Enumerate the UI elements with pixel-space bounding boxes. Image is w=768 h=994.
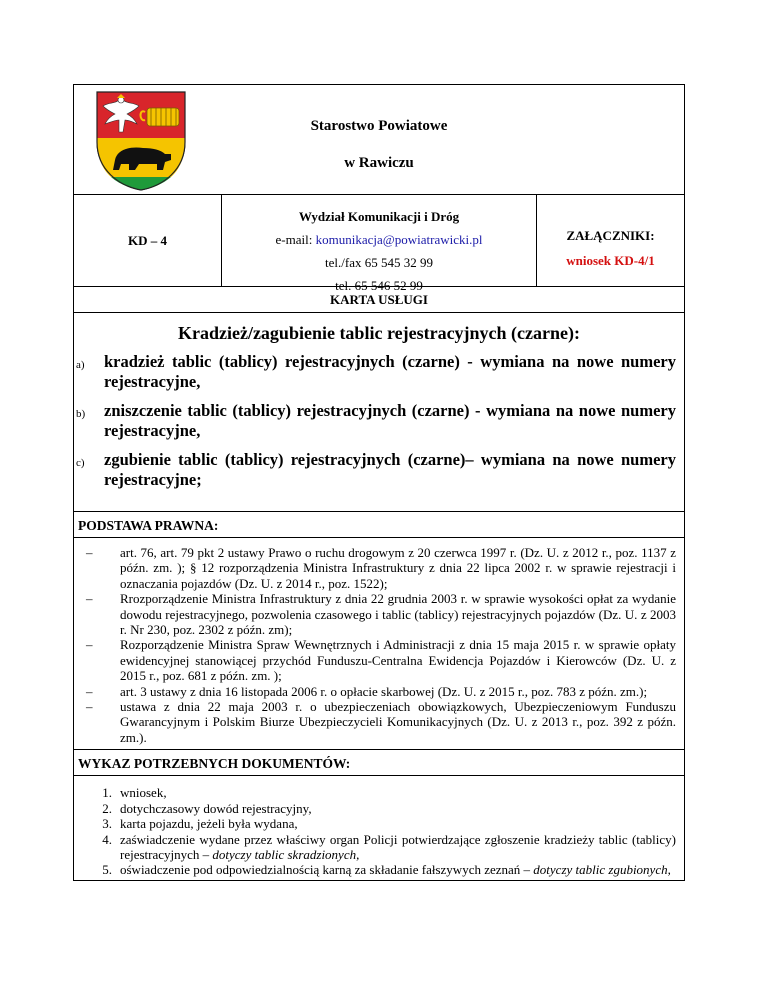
service-title: Kradzież/zagubienie tablic rejestracyjnych (czarne): — [177, 323, 581, 343]
item-main: dotychczasowy dowód rejestracyjny, — [120, 800, 312, 816]
service-items — [76, 352, 676, 490]
item-marker: – — [86, 545, 93, 560]
email-label: e-mail: — [275, 232, 316, 247]
office-name — [74, 119, 684, 171]
card-code: KD – 4 — [74, 195, 222, 286]
list-item — [82, 637, 676, 683]
legal-basis-heading: PODSTAWA PRAWNA: — [73, 511, 685, 537]
attachments-label: ZAŁĄCZNIKI: — [566, 228, 655, 243]
item-marker: 5. — [102, 862, 112, 878]
department-name: Wydział Komunikacji i Dróg — [298, 209, 460, 224]
item-text: zgubienie tablic (tablicy) rejestracyjnych (czarne)– wymiana na nowe numery rejestracyjne; — [104, 450, 676, 489]
item-marker: – — [86, 637, 93, 653]
email-link[interactable]: komunikacja@powiatrawicki.pl — [315, 232, 483, 247]
item-text — [120, 785, 167, 800]
email-line — [222, 228, 536, 251]
karta-uslugi-label: KARTA USŁUGI — [73, 286, 685, 312]
office-line-1: Starostwo Powiatowe — [310, 118, 448, 134]
item-text — [120, 832, 676, 863]
list-item — [82, 591, 676, 637]
documents-list — [73, 775, 685, 880]
service-card — [73, 84, 685, 881]
list-item — [82, 816, 676, 831]
item-text: Rrozporządzenie Ministra Infrastruktury z dnia 22 grudnia 2003 r. w sprawie wysokości opłat za wydanie dowodu rejestracyjnego, pozwolenia czasowego i tablic (tablicy) rejestracyjnych pojazdów (Dz. U. z 2003 r. Nr 230, poz. 2302 z późn. zm); — [120, 591, 676, 638]
office-line-2: w Rawiczu — [344, 155, 414, 171]
list-item — [82, 785, 676, 800]
list-item — [82, 684, 676, 699]
item-text: Rozporządzenie Ministra Spraw Wewnętrznych i Administracji z dnia 15 maja 2015 r. w sprawie opłaty ewidencyjnej stanowiącej przychód Funduszu-Centralna Ewidencja Pojazdów i Kierowców (Dz. U. z 2015 r., poz. 681 z późn. zm. ); — [120, 637, 676, 684]
item-text — [120, 816, 298, 831]
list-item — [76, 352, 676, 392]
item-marker: 2. — [102, 800, 112, 816]
item-main: wniosek, — [120, 785, 167, 801]
list-item — [76, 450, 676, 490]
item-marker: b) — [76, 408, 86, 420]
item-marker: 3. — [102, 816, 112, 832]
documents-heading: WYKAZ POTRZEBNYCH DOKUMENTÓW: — [73, 749, 685, 775]
item-note: dotyczy tablic zgubionych, — [533, 862, 671, 878]
list-item — [82, 862, 676, 877]
list-item — [82, 699, 676, 745]
list-item — [82, 545, 676, 591]
item-marker: c) — [76, 457, 85, 469]
attachments — [537, 195, 684, 286]
attachment-link[interactable]: wniosek KD-4/1 — [566, 253, 655, 268]
item-main: oświadczenie pod odpowiedzialnością karną za składanie fałszywych zeznań – — [120, 862, 534, 878]
item-marker: 1. — [102, 785, 112, 801]
item-marker: – — [86, 699, 93, 715]
item-marker: – — [86, 591, 93, 607]
list-item — [76, 401, 676, 441]
item-text — [120, 801, 312, 816]
item-marker: – — [86, 683, 93, 699]
item-marker: 4. — [102, 831, 112, 847]
item-text: ustawa z dnia 22 maja 2003 r. o ubezpieczeniach obowiązkowych, Ubezpieczeniowym Funduszu Gwarancyjnym i Polskim Biurze Ubezpieczycieli Komunikacyjnych (Dz. U. z 2013 r., poz. 392 z późn. zm.). — [120, 699, 676, 745]
list-item — [82, 801, 676, 816]
legal-basis-list — [73, 537, 685, 749]
item-text: art. 3 ustawy z dnia 16 listopada 2006 r. o opłacie skarbowej (Dz. U. z 2015 r., poz. 783 z późn. zm.); — [120, 683, 648, 699]
item-text: art. 76, art. 79 pkt 2 ustawy Prawo o ruchu drogowym z 20 czerwca 1997 r. (Dz. U. z 2012 r., poz. 1137 z późn. zm. ); § 12 rozporządzenia Ministra Infrastruktury z dnia 22 lipca 2002 r. w sprawie rejestracji i oznaczania pojazdów (Dz. U. z 2014 r., poz. 1522); — [120, 545, 676, 591]
item-text: kradzież tablic (tablicy) rejestracyjnych (czarne) - wymiana na nowe numery rejestracyjne, — [104, 352, 676, 391]
phone-line: tel. 65 546 52 99 — [335, 278, 423, 293]
item-main: karta pojazdu, jeżeli była wydana, — [120, 816, 298, 832]
service-section — [73, 312, 685, 511]
list-item — [82, 832, 676, 863]
header — [73, 84, 685, 194]
item-note: dotyczy tablic skradzionych, — [212, 846, 360, 862]
fax-line: tel./fax 65 545 32 99 — [325, 255, 433, 270]
item-text: zniszczenie tablic (tablicy) rejestracyjnych (czarne) - wymiana na nowe numery rejestracyjne, — [104, 401, 676, 440]
item-text — [120, 862, 671, 877]
info-row — [73, 194, 685, 293]
item-marker: a) — [76, 359, 85, 371]
contact-info — [222, 195, 537, 293]
item-main: zaświadczenie wydane przez właściwy organ Policji potwierdzające zgłoszenie kradzieży tablic (tablicy) rejestracyjnych – — [120, 831, 676, 862]
